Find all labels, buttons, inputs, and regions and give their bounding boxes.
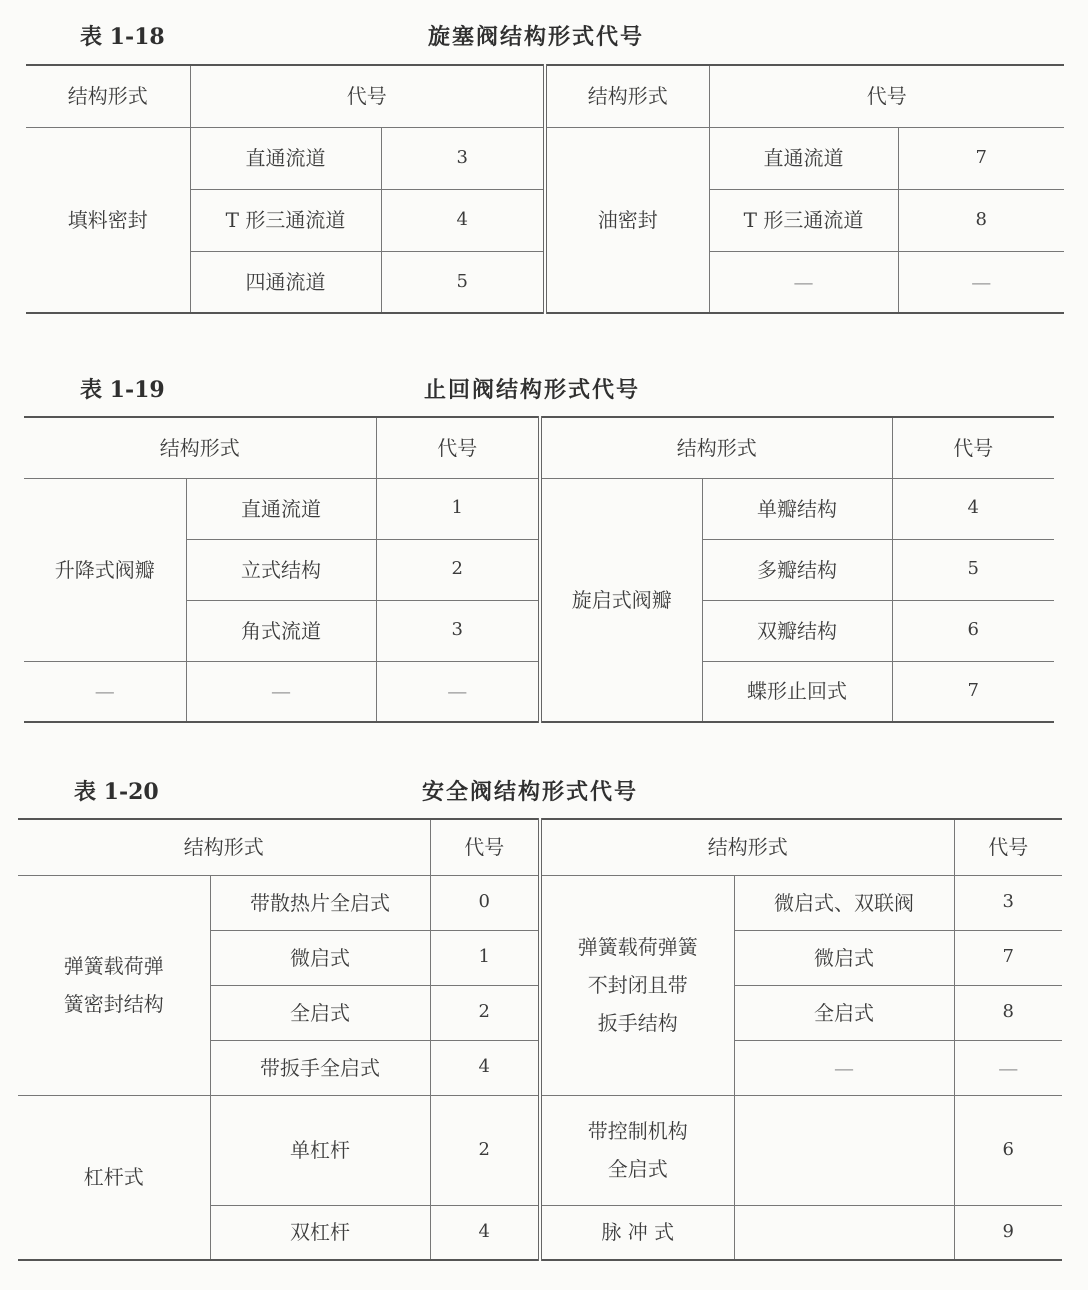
structure-cell: 微启式 <box>734 930 954 985</box>
code-cell: 6 <box>892 600 1054 661</box>
table-1-20 <box>18 818 1062 1261</box>
structure-cell: 微启式、双联阀 <box>734 875 954 930</box>
group-cell: 脉 冲 式 <box>540 1205 734 1260</box>
code-cell: 1 <box>430 930 540 985</box>
table-title: 安全阀结构形式代号 <box>422 779 639 805</box>
structure-cell: 双瓣结构 <box>702 600 892 661</box>
code-cell: 0 <box>430 875 540 930</box>
table-1-18 <box>26 64 1064 314</box>
structure-cell: 多瓣结构 <box>702 539 892 600</box>
header-structure: 结构形式 <box>540 819 954 875</box>
group-cell <box>540 875 734 1095</box>
structure-cell: 直通流道 <box>709 127 898 189</box>
structure-cell: 蝶形止回式 <box>702 661 892 722</box>
header-code: 代号 <box>376 417 540 478</box>
structure-cell: 带散热片全启式 <box>210 875 430 930</box>
header-structure: 结构形式 <box>18 819 430 875</box>
table-title: 旋塞阀结构形式代号 <box>428 24 645 50</box>
group-line: 全启式 <box>607 1157 668 1181</box>
code-cell: 4 <box>430 1040 540 1095</box>
group-cell <box>540 1095 734 1205</box>
code-cell: — <box>954 1040 1062 1095</box>
structure-cell: 全启式 <box>210 985 430 1040</box>
code-cell: 6 <box>954 1095 1062 1205</box>
code-cell: 4 <box>892 478 1054 539</box>
code-cell: 2 <box>430 985 540 1040</box>
group-cell <box>18 875 210 1095</box>
header-code: 代号 <box>190 65 545 127</box>
code-cell: 3 <box>381 127 545 189</box>
group-cell: — <box>24 661 186 722</box>
group-line: 不封闭且带 <box>587 973 688 997</box>
structure-cell: 四通流道 <box>190 251 381 313</box>
structure-cell: 立式结构 <box>186 539 376 600</box>
group-cell: 杠杆式 <box>18 1095 210 1260</box>
structure-cell: 直通流道 <box>186 478 376 539</box>
group-line: 弹簧载荷弹簧 <box>577 935 698 959</box>
structure-cell: 微启式 <box>210 930 430 985</box>
header-structure: 结构形式 <box>26 65 190 127</box>
structure-cell: T 形三通流道 <box>709 189 898 251</box>
code-cell: 9 <box>954 1205 1062 1260</box>
group-cell: 旋启式阀瓣 <box>540 478 702 722</box>
structure-cell: 带扳手全启式 <box>210 1040 430 1095</box>
code-cell: 4 <box>430 1205 540 1260</box>
structure-cell: 角式流道 <box>186 600 376 661</box>
group-cell: 填料密封 <box>26 127 190 313</box>
code-cell: 8 <box>954 985 1062 1040</box>
caption-table-1-19 <box>0 369 1088 409</box>
structure-cell: — <box>734 1040 954 1095</box>
structure-cell: 单瓣结构 <box>702 478 892 539</box>
table-number: 表 1-19 <box>80 377 165 403</box>
group-cell: 升降式阀瓣 <box>24 478 186 661</box>
header-structure: 结构形式 <box>540 417 892 478</box>
structure-cell: T 形三通流道 <box>190 189 381 251</box>
code-cell: 3 <box>954 875 1062 930</box>
caption-table-1-20 <box>0 771 1088 811</box>
header-code: 代号 <box>892 417 1054 478</box>
table-number: 表 1-20 <box>74 779 159 805</box>
structure-cell: 直通流道 <box>190 127 381 189</box>
code-cell: 3 <box>376 600 540 661</box>
group-cell: 油密封 <box>545 127 709 313</box>
group-line: 簧密封结构 <box>63 992 164 1016</box>
header-code: 代号 <box>430 819 540 875</box>
table-title: 止回阀结构形式代号 <box>424 377 641 403</box>
code-cell: 7 <box>898 127 1064 189</box>
structure-cell <box>734 1095 954 1205</box>
table-1-19 <box>24 416 1054 723</box>
header-code: 代号 <box>954 819 1062 875</box>
code-cell: 7 <box>954 930 1062 985</box>
header-structure: 结构形式 <box>24 417 376 478</box>
header-structure: 结构形式 <box>545 65 709 127</box>
group-line: 扳手结构 <box>597 1011 678 1035</box>
group-line: 弹簧载荷弹 <box>63 954 164 978</box>
code-cell: 7 <box>892 661 1054 722</box>
group-line: 带控制机构 <box>587 1119 688 1143</box>
structure-cell <box>734 1205 954 1260</box>
caption-table-1-18 <box>0 16 1088 56</box>
structure-cell: 双杠杆 <box>210 1205 430 1260</box>
header-code: 代号 <box>709 65 1064 127</box>
structure-cell: 单杠杆 <box>210 1095 430 1205</box>
code-cell: 5 <box>892 539 1054 600</box>
structure-cell: — <box>186 661 376 722</box>
code-cell: — <box>376 661 540 722</box>
code-cell: 8 <box>898 189 1064 251</box>
code-cell: 2 <box>376 539 540 600</box>
code-cell: 5 <box>381 251 545 313</box>
code-cell: 4 <box>381 189 545 251</box>
code-cell: 1 <box>376 478 540 539</box>
table-number: 表 1-18 <box>80 24 165 50</box>
structure-cell: 全启式 <box>734 985 954 1040</box>
code-cell: — <box>898 251 1064 313</box>
structure-cell: — <box>709 251 898 313</box>
code-cell: 2 <box>430 1095 540 1205</box>
